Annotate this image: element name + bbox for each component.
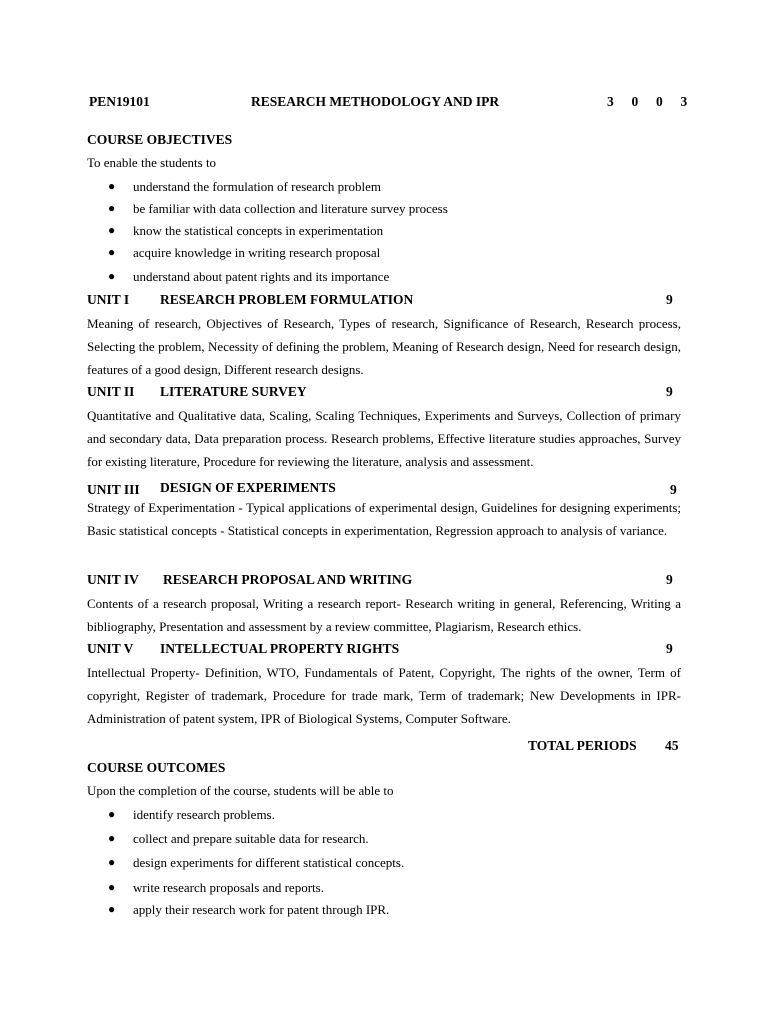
objective-item: understand about patent rights and its importance [133,269,390,284]
bullet-icon: ● [108,179,116,193]
unit-title: RESEARCH PROPOSAL AND WRITING [163,572,413,587]
bullet-icon: ● [108,201,116,215]
bullet-icon: ● [108,902,116,916]
credit-lecture: 3 [607,94,614,109]
objective-item: know the statistical concepts in experimentation [133,223,384,238]
unit-label: UNIT IV [87,572,139,587]
bullet-icon: ● [108,880,116,894]
bullet-icon: ● [108,269,116,283]
unit-title: LITERATURE SURVEY [160,384,307,399]
unit-hours: 9 [670,482,677,497]
total-periods-label: TOTAL PERIODS [528,738,637,753]
objective-item: acquire knowledge in writing research proposal [133,245,381,260]
bullet-icon: ● [108,223,116,237]
credit-practical: 0 [656,94,663,109]
unit-hours: 9 [666,384,673,399]
outcome-item: identify research problems. [133,807,275,822]
total-periods-value: 45 [665,738,679,753]
course-title: RESEARCH METHODOLOGY AND IPR [251,94,500,109]
outcome-item: apply their research work for patent through IPR. [133,902,390,917]
unit-title: RESEARCH PROBLEM FORMULATION [160,292,414,307]
unit-description: Quantitative and Qualitative data, Scaling, Scaling Techniques, Experiments and Surveys, Collection of primary and secondary data, Data preparation process. Research problems, Effective literature studies approaches, Survey for existing literature, Procedure for reviewing the literature, analysis and assessment. [87,408,681,469]
unit-description: Strategy of Experimentation - Typical applications of experimental design, Guidelines for designing experiments; Basic statistical concepts - Statistical concepts in experimentation, Regression approach to analysis of variance. [87,500,681,538]
course-credits [607,94,687,110]
outcomes-intro: Upon the completion of the course, students will be able to [87,783,394,798]
unit-label: UNIT V [87,641,134,656]
unit-hours: 9 [666,292,673,307]
outcomes-heading: COURSE OUTCOMES [87,760,226,775]
credit-tutorial: 0 [631,94,639,109]
outcome-item: collect and prepare suitable data for research. [133,831,369,846]
unit-title: DESIGN OF EXPERIMENTS [160,480,336,495]
objective-item: be familiar with data collection and literature survey process [133,201,448,216]
unit-description: Meaning of research, Objectives of Research, Types of research, Significance of Research, Research process, Selecting the problem, Necessity of defining the problem, Meaning of Research design, Need for research design, features of a good design, Different research designs. [87,316,681,377]
objective-item: understand the formulation of research problem [133,179,381,194]
unit-title: INTELLECTUAL PROPERTY RIGHTS [160,641,400,656]
objectives-intro: To enable the students to [87,155,217,170]
outcome-item: design experiments for different statistical concepts. [133,855,405,870]
objectives-heading: COURSE OBJECTIVES [87,132,233,147]
bullet-icon: ● [108,831,116,845]
credit-total: 3 [680,94,688,109]
unit-label: UNIT I [87,292,130,307]
unit-description: Intellectual Property- Definition, WTO, Fundamentals of Patent, Copyright, The rights of the owner, Term of copyright, Register of trademark, Procedure for trade mark, Term of trademark; New Developments in IPR- Administration of patent system, IPR of Biological Systems, Computer Software. [87,665,681,726]
unit-label: UNIT II [87,384,135,399]
unit-hours: 9 [666,641,673,656]
bullet-icon: ● [108,807,116,821]
unit-hours: 9 [666,572,673,587]
unit-label: UNIT III [87,482,140,497]
unit-description: Contents of a research proposal, Writing a research report- Research writing in general, Referencing, Writing a bibliography, Presentation and assessment by a review committee, Plagiarism, Research ethics. [87,596,681,634]
bullet-icon: ● [108,855,116,869]
course-code: PEN19101 [89,94,150,109]
bullet-icon: ● [108,245,116,259]
outcome-item: write research proposals and reports. [133,880,324,895]
